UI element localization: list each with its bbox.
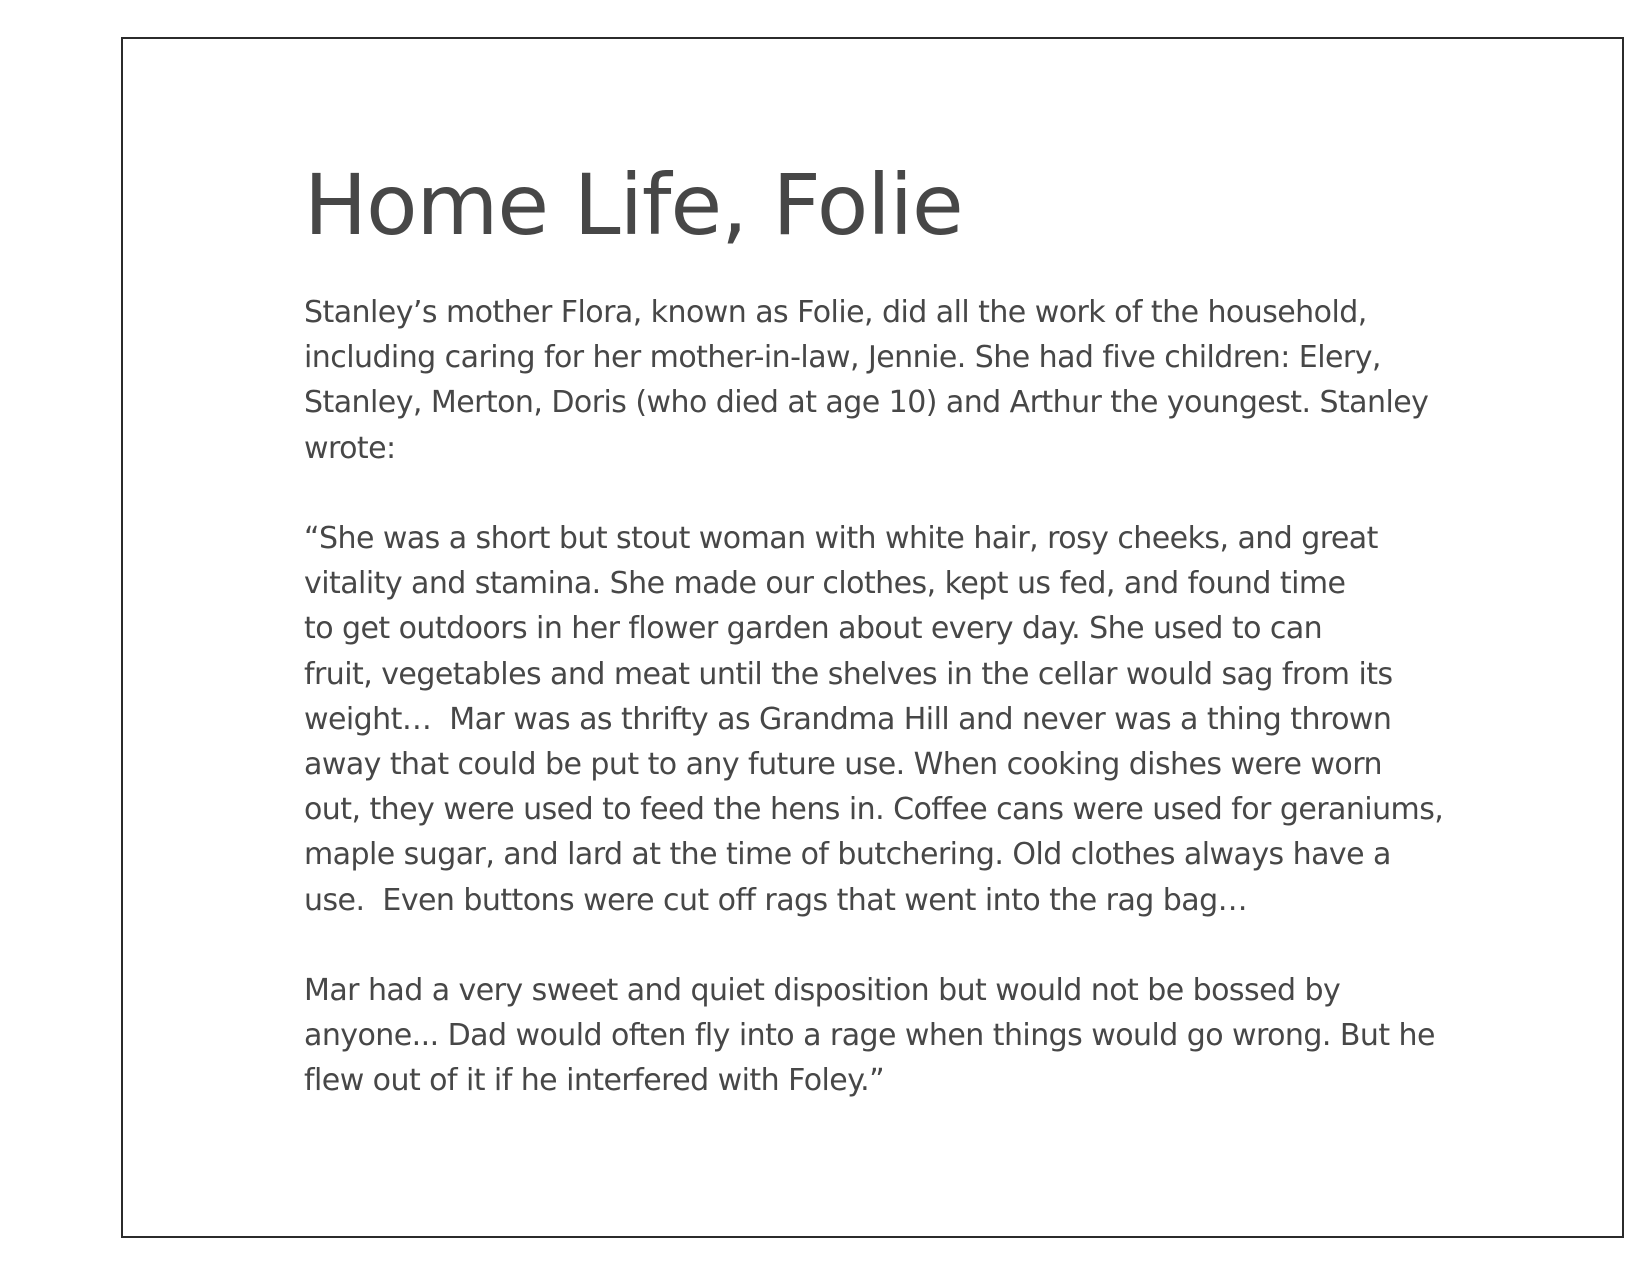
text-line: out, they were used to feed the hens in. Coffee cans were used for geraniums, xyxy=(304,792,1444,828)
text-line: Mar had a very sweet and quiet disposition but would not be bossed by xyxy=(304,973,1341,1009)
paragraph-spacer xyxy=(304,471,1484,516)
text-line: to get outdoors in her flower garden about every day. She used to can xyxy=(304,611,1323,647)
text-line: use. Even buttons were cut off rags that went into the rag bag… xyxy=(304,882,1248,918)
slide-content xyxy=(304,150,1484,1104)
paragraph-quote-1 xyxy=(304,516,1484,923)
text-line: weight… Mar was as thrifty as Grandma Hill and never was a thing thrown xyxy=(304,701,1392,737)
text-line: anyone... Dad would often fly into a rage when things would go wrong. But he xyxy=(304,1018,1435,1054)
text-line: maple sugar, and lard at the time of butchering. Old clothes always have a xyxy=(304,837,1391,873)
paragraph-quote-2 xyxy=(304,968,1484,1104)
text-line: Stanley, Merton, Doris (who died at age 10) and Arthur the youngest. Stanley xyxy=(304,385,1429,421)
text-line: away that could be put to any future use. When cooking dishes were worn xyxy=(304,747,1382,783)
text-line: Stanley’s mother Flora, known as Folie, did all the work of the household, xyxy=(304,295,1367,330)
text-line: including caring for her mother-in-law, Jennie. She had five children: Elery, xyxy=(304,340,1381,376)
text-line: vitality and stamina. She made our clothes, kept us fed, and found time xyxy=(304,566,1346,602)
text-line: flew out of it if he interfered with Foley.” xyxy=(304,1063,885,1099)
slide-body xyxy=(304,290,1484,1104)
text-line: wrote: xyxy=(304,430,396,466)
text-line: “She was a short but stout woman with white hair, rosy cheeks, and great xyxy=(304,521,1378,556)
slide-title: Home Life, Folie xyxy=(304,156,963,254)
text-line: fruit, vegetables and meat until the shelves in the cellar would sag from its xyxy=(304,656,1393,692)
paragraph-spacer xyxy=(304,923,1484,968)
paragraph-intro xyxy=(304,290,1484,471)
